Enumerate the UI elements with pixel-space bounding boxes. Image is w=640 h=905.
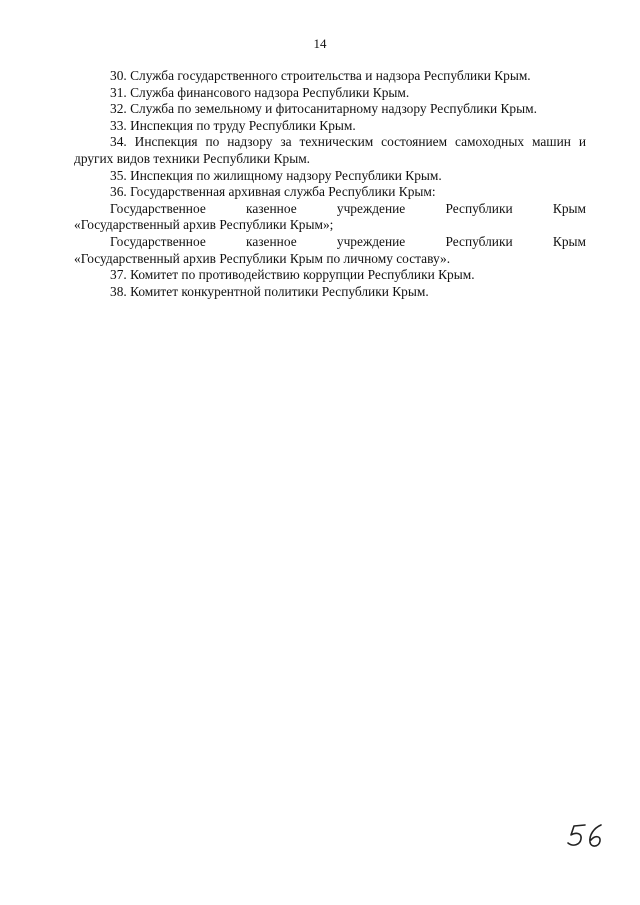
list-item: 33. Инспекция по труду Республики Крым.	[110, 117, 356, 133]
handwritten-page-number	[565, 822, 605, 852]
list-item: 32. Служба по земельному и фитосанитарному надзору Республики Крым.	[110, 101, 537, 117]
list-item: 38. Комитет конкурентной политики Республики Крым.	[110, 283, 429, 299]
list-item: 36. Государственная архивная служба Республики Крым:	[110, 184, 436, 200]
list-item: 35. Инспекция по жилищному надзору Республики Крым.	[110, 167, 442, 183]
list-item: 37. Комитет по противодействию коррупции Республики Крым.	[110, 267, 475, 283]
sub-item-line: Государственное казенное учреждение Республики Крым	[110, 233, 586, 249]
page-number: 14	[313, 36, 327, 51]
document-body	[74, 68, 586, 300]
sub-item-line: «Государственный архив Республики Крым»;	[74, 217, 334, 233]
list-item: 31. Служба финансового надзора Республики Крым.	[110, 84, 410, 100]
sub-item-line: «Государственный архив Республики Крым по личному составу».	[74, 250, 451, 266]
list-item: 30. Служба государственного строительства и надзора Республики Крым.	[110, 68, 531, 83]
list-item: 34. Инспекция по надзору за техническим состоянием самоходных машин и других видов техники Республики Крым.	[74, 134, 586, 166]
sub-item-line: Государственное казенное учреждение Республики Крым	[110, 200, 586, 216]
